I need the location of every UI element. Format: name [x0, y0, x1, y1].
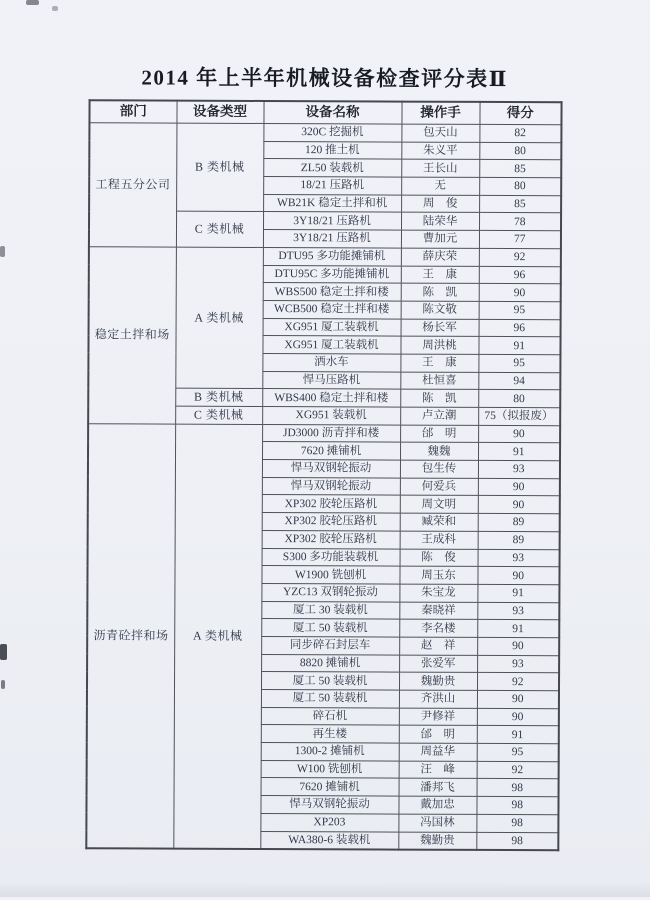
equipment-name-cell: 悍马双钢轮振动: [262, 460, 400, 478]
score-cell: 80: [479, 142, 561, 160]
equipment-name-cell: DTU95C 多功能摊铺机: [263, 265, 401, 283]
equipment-name-cell: DTU95 多功能摊铺机: [263, 247, 401, 265]
score-cell: 93: [478, 549, 560, 567]
score-cell: 85: [479, 160, 561, 178]
score-cell: 90: [478, 496, 560, 514]
equipment-name-cell: 再生楼: [261, 725, 399, 743]
equipment-name-cell: XP302 胶轮压路机: [262, 495, 400, 513]
score-cell: 77: [479, 231, 561, 249]
equipment-name-cell: 120 推土机: [263, 141, 401, 159]
equipment-type-cell: C 类机械: [175, 406, 262, 424]
operator-cell: 邰 明: [400, 425, 478, 443]
operator-cell: 无: [401, 177, 479, 195]
operator-cell: 魏勤贵: [399, 672, 477, 690]
score-cell: 89: [478, 531, 560, 549]
operator-cell: 包天山: [401, 124, 479, 142]
equipment-name-cell: 洒水车: [262, 353, 400, 371]
score-cell: 92: [477, 673, 559, 691]
equipment-name-cell: 厦工 50 装载机: [261, 689, 399, 707]
score-cell: 93: [477, 655, 559, 673]
equipment-name-cell: WA380-6 装载机: [260, 831, 398, 850]
operator-cell: 周文明: [400, 496, 478, 514]
equipment-name-cell: 同步碎石封层车: [261, 636, 399, 654]
equipment-name-cell: W100 铣刨机: [261, 760, 399, 778]
equipment-name-cell: ZL50 装载机: [263, 159, 401, 177]
equipment-name-cell: XP203: [260, 813, 398, 831]
equipment-name-cell: 7620 摊铺机: [262, 442, 400, 460]
equipment-name-cell: 悍马双钢轮振动: [260, 796, 398, 814]
department-cell: 稳定土拌和场: [88, 247, 176, 424]
equipment-name-cell: XG951 厦工装载机: [262, 336, 400, 354]
equipment-type-cell: B 类机械: [176, 123, 263, 212]
scan-artifact: [0, 644, 7, 660]
scan-artifact: [1, 680, 5, 689]
operator-cell: 齐洪山: [399, 690, 477, 708]
score-cell: 85: [479, 195, 561, 213]
equipment-name-cell: WBS400 稳定土拌和楼: [262, 389, 400, 407]
operator-cell: 陆荣华: [401, 213, 479, 231]
equipment-name-cell: 1300-2 摊铺机: [261, 743, 399, 761]
equipment-name-cell: 厦工 30 装载机: [261, 601, 399, 619]
scan-artifact: [0, 246, 5, 257]
score-cell: 93: [477, 602, 559, 620]
operator-cell: 张爱军: [399, 655, 477, 673]
score-cell: 98: [476, 797, 558, 815]
equipment-name-cell: WBS500 稳定土拌和楼: [263, 283, 401, 301]
score-cell: 90: [477, 708, 559, 726]
score-cell: 98: [476, 832, 558, 851]
score-cell: 93: [478, 460, 560, 478]
score-cell: 78: [479, 213, 561, 231]
score-cell: 96: [479, 319, 561, 337]
equipment-type-cell: A 类机械: [175, 247, 263, 389]
operator-cell: 王 康: [400, 354, 478, 372]
operator-cell: 包生传: [400, 460, 478, 478]
column-header: 操作手: [401, 102, 479, 125]
equipment-name-cell: 3Y18/21 压路机: [263, 230, 401, 248]
equipment-name-cell: 悍马双钢轮振动: [262, 477, 400, 495]
score-cell: 95: [478, 354, 560, 372]
score-table: [85, 99, 562, 851]
scan-artifact: [26, 0, 39, 5]
score-cell: 89: [478, 514, 560, 532]
score-cell: 91: [477, 584, 559, 602]
equipment-type-cell: A 类机械: [173, 424, 262, 849]
equipment-name-cell: 8820 摊铺机: [261, 654, 399, 672]
operator-cell: 陈 凯: [401, 283, 479, 301]
equipment-name-cell: XP302 胶轮压路机: [262, 513, 400, 531]
equipment-name-cell: 320C 挖掘机: [263, 123, 401, 141]
score-cell: 98: [476, 814, 558, 832]
document-title: 2014 年上半年机械设备检查评分表Ⅱ: [141, 65, 508, 92]
score-cell: 96: [479, 266, 561, 284]
operator-cell: 陈 凯: [400, 389, 478, 407]
operator-cell: 魏魏: [400, 442, 478, 460]
table-row: [89, 247, 561, 267]
score-cell: 95: [479, 301, 561, 319]
equipment-name-cell: WCB500 稳定土拌和楼: [263, 300, 401, 318]
operator-cell: 汪 峰: [399, 761, 477, 779]
operator-cell: 冯国林: [398, 814, 476, 832]
equipment-name-cell: 7620 摊铺机: [261, 778, 399, 796]
equipment-type-cell: C 类机械: [176, 212, 263, 248]
score-cell: 94: [478, 372, 560, 390]
operator-cell: 李名楼: [399, 619, 477, 637]
operator-cell: 陈 俊: [400, 549, 478, 567]
table-body: [86, 123, 561, 851]
column-header: 设备类型: [176, 101, 263, 124]
operator-cell: 王成科: [400, 531, 478, 549]
operator-cell: 尹修祥: [399, 708, 477, 726]
operator-cell: 臧荣和: [400, 513, 478, 531]
operator-cell: 杨长军: [401, 319, 479, 337]
score-cell: 90: [479, 284, 561, 302]
score-cell: 91: [478, 443, 560, 461]
score-cell: 75（拟报废）: [478, 407, 560, 425]
column-header: 部门: [89, 100, 176, 123]
score-cell: 80: [479, 177, 561, 195]
score-cell: 90: [478, 478, 560, 496]
equipment-name-cell: 厦工 50 装载机: [261, 619, 399, 637]
equipment-type-cell: B 类机械: [175, 388, 262, 406]
score-cell: 91: [477, 726, 559, 744]
equipment-name-cell: 3Y18/21 压路机: [263, 212, 401, 230]
score-cell: 90: [478, 425, 560, 443]
operator-cell: 周 俊: [401, 195, 479, 213]
operator-cell: 邰 明: [399, 725, 477, 743]
score-cell: 91: [478, 337, 560, 355]
operator-cell: 秦晓祥: [399, 602, 477, 620]
equipment-name-cell: 厦工 50 装载机: [261, 672, 399, 690]
equipment-name-cell: XG951 厦工装载机: [263, 318, 401, 336]
operator-cell: 陈文敬: [401, 301, 479, 319]
operator-cell: 王长山: [401, 159, 479, 177]
table-header-row: [89, 100, 561, 125]
equipment-name-cell: 悍马压路机: [262, 371, 400, 389]
scan-artifact: [52, 6, 58, 11]
equipment-name-cell: XP302 胶轮压路机: [262, 530, 400, 548]
operator-cell: 朱宝龙: [399, 584, 477, 602]
operator-cell: 王 康: [401, 266, 479, 284]
score-cell: 92: [479, 248, 561, 266]
department-cell: 沥青砼拌和场: [86, 423, 175, 848]
column-header: 得分: [479, 102, 561, 125]
operator-cell: 卢立潮: [400, 407, 478, 425]
equipment-name-cell: JD3000 沥青拌和楼: [262, 424, 400, 442]
score-cell: 91: [477, 620, 559, 638]
operator-cell: 周洪桃: [400, 336, 478, 354]
operator-cell: 戴加忠: [398, 796, 476, 814]
equipment-name-cell: S300 多功能装载机: [262, 548, 400, 566]
operator-cell: 朱义平: [401, 142, 479, 160]
operator-cell: 曹加元: [401, 230, 479, 248]
equipment-name-cell: XG951 装载机: [262, 406, 400, 424]
score-cell: 98: [477, 779, 559, 797]
table-row: [88, 423, 560, 443]
score-cell: 82: [479, 124, 561, 142]
department-cell: 工程五分公司: [89, 123, 177, 247]
operator-cell: 何爱兵: [400, 478, 478, 496]
operator-cell: 周玉东: [399, 566, 477, 584]
operator-cell: 赵 祥: [399, 637, 477, 655]
operator-cell: 薛庆荣: [401, 248, 479, 266]
operator-cell: 魏勤贵: [398, 832, 476, 851]
score-cell: 90: [477, 637, 559, 655]
score-cell: 95: [477, 743, 559, 761]
score-cell: 90: [477, 690, 559, 708]
equipment-name-cell: W1900 铣刨机: [261, 566, 399, 584]
equipment-name-cell: YZC13 双钢轮振动: [261, 583, 399, 601]
table-row: [89, 123, 561, 143]
scan-edge-shadow: [0, 883, 650, 897]
equipment-name-cell: WB21K 稳定土拌和机: [263, 194, 401, 212]
equipment-name-cell: 碎石机: [261, 707, 399, 725]
score-cell: 90: [477, 567, 559, 585]
operator-cell: 潘邦飞: [399, 779, 477, 797]
score-cell: 80: [478, 390, 560, 408]
operator-cell: 杜恒喜: [400, 372, 478, 390]
column-header: 设备名称: [263, 101, 401, 124]
equipment-name-cell: 18/21 压路机: [263, 177, 401, 195]
score-cell: 92: [477, 761, 559, 779]
operator-cell: 周益华: [399, 743, 477, 761]
